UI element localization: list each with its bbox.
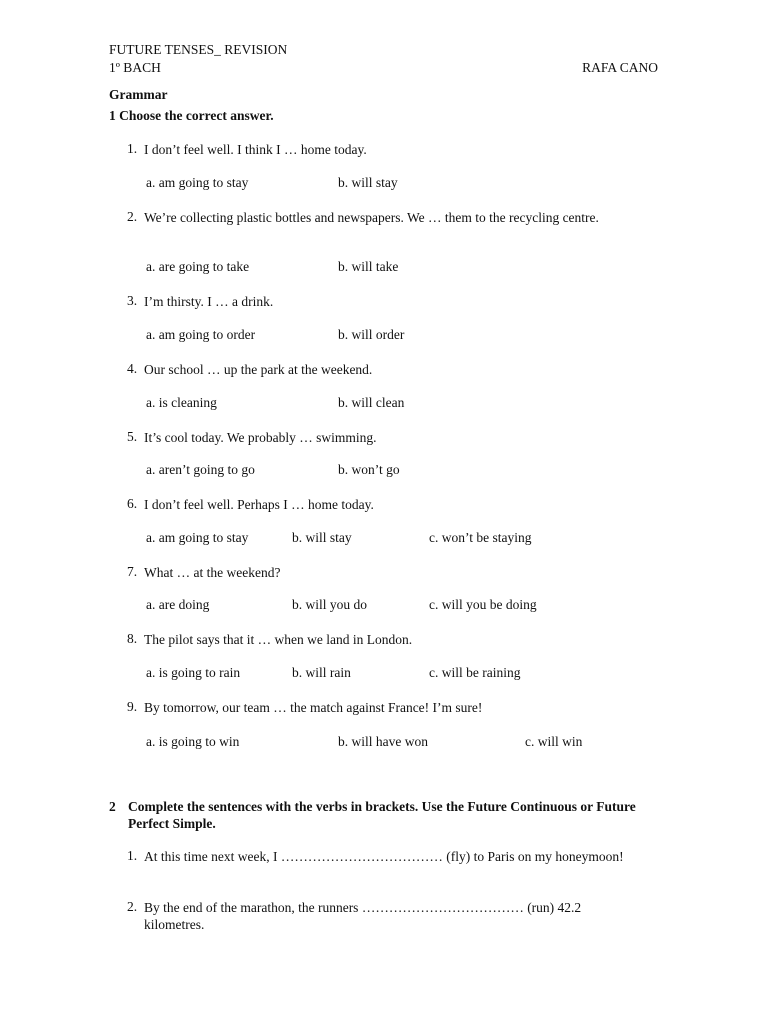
answer-option: a. are going to take xyxy=(146,259,250,274)
answer-option: a. am going to stay xyxy=(146,530,249,545)
answer-option: a. are doing xyxy=(146,597,210,612)
answer-option: b. will stay xyxy=(338,175,398,190)
sentence-text: At this time next week, I ……………………………… (fly) to Paris on my honeymoon! xyxy=(144,849,624,864)
question-number: 8. xyxy=(127,631,138,646)
section1-heading: 1 Choose the correct answer. xyxy=(109,108,274,123)
answer-option: b. will you do xyxy=(292,597,368,612)
answer-option: a. am going to stay xyxy=(146,175,249,190)
question-number: 1. xyxy=(127,141,138,156)
question-text: I’m thirsty. I … a drink. xyxy=(144,294,274,309)
question-number: 6. xyxy=(127,496,138,511)
answer-option: c. will be raining xyxy=(429,665,521,680)
question-text: The pilot says that it … when we land in London. xyxy=(144,632,413,647)
answer-option: b. will stay xyxy=(292,530,352,545)
question-number: 7. xyxy=(127,564,138,579)
question-number: 3. xyxy=(127,293,138,308)
section2-heading: Complete the sentences with the verbs in brackets. Use the Future Continuous or Future Perfect Simple. xyxy=(128,799,636,831)
answer-option: b. will rain xyxy=(292,665,351,680)
question-text: By tomorrow, our team … the match against France! I’m sure! xyxy=(144,700,483,715)
question-number: 2. xyxy=(127,209,138,224)
question-number: 4. xyxy=(127,361,138,376)
answer-option: b. will clean xyxy=(338,395,405,410)
worksheet-title: FUTURE TENSES_ REVISION xyxy=(109,42,288,57)
answer-option: b. will have won xyxy=(338,734,428,749)
answer-option: a. am going to order xyxy=(146,327,256,342)
sentence-number: 2. xyxy=(127,899,138,914)
grammar-heading: Grammar xyxy=(109,87,168,102)
question-text: It’s cool today. We probably … swimming. xyxy=(144,430,377,445)
answer-option: a. is cleaning xyxy=(146,395,217,410)
section2-number: 2 xyxy=(109,799,116,814)
author-name: RAFA CANO xyxy=(582,60,658,75)
answer-option: a. is going to win xyxy=(146,734,240,749)
answer-option: a. is going to rain xyxy=(146,665,241,680)
question-text: What … at the weekend? xyxy=(144,565,281,580)
question-number: 9. xyxy=(127,699,138,714)
question-number: 5. xyxy=(127,429,138,444)
answer-option: c. will you be doing xyxy=(429,597,537,612)
answer-option: c. won’t be staying xyxy=(429,530,532,545)
question-text: We’re collecting plastic bottles and newspapers. We … them to the recycling centre. xyxy=(144,210,599,225)
sentence-number: 1. xyxy=(127,848,138,863)
answer-option: c. will win xyxy=(525,734,583,749)
question-text: I don’t feel well. Perhaps I … home today. xyxy=(144,497,374,512)
answer-option: b. will order xyxy=(338,327,405,342)
answer-option: b. will take xyxy=(338,259,399,274)
question-text: Our school … up the park at the weekend. xyxy=(144,362,373,377)
class-level: 1º BACH xyxy=(109,60,161,75)
sentence-text: By the end of the marathon, the runners ……………………………… (run) 42.2 kilometres. xyxy=(144,900,582,932)
answer-option: b. won’t go xyxy=(338,462,400,477)
answer-option: a. aren’t going to go xyxy=(146,462,255,477)
question-text: I don’t feel well. I think I … home today. xyxy=(144,142,367,157)
